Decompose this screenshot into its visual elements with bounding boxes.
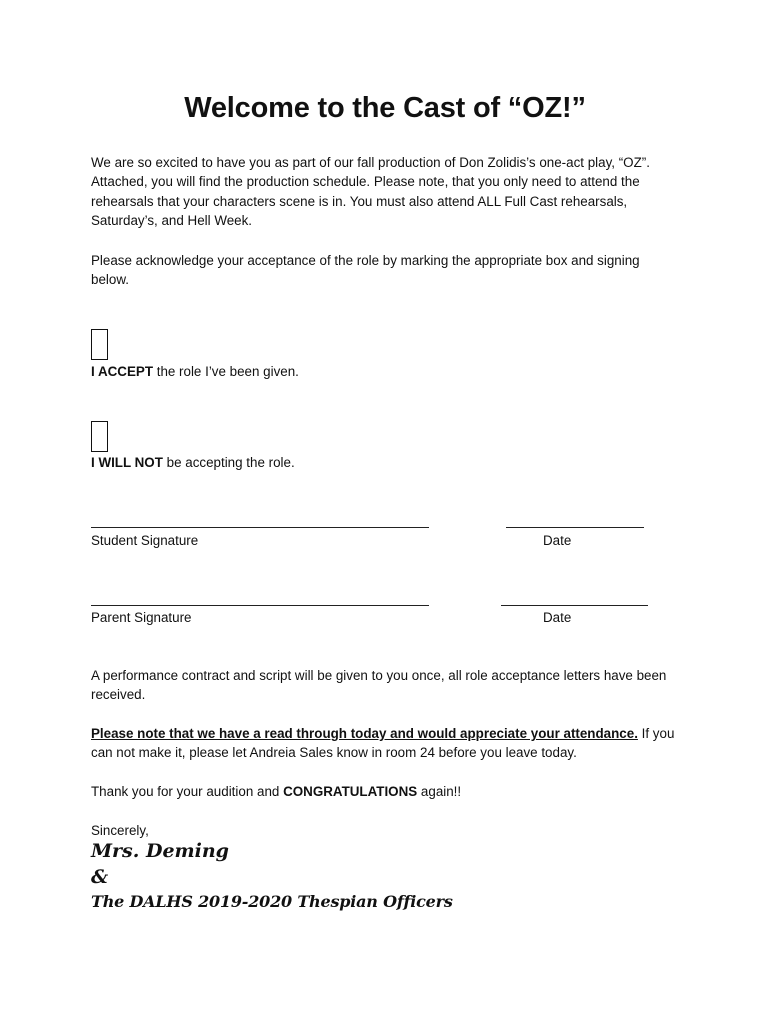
accept-bold: I ACCEPT <box>91 364 153 379</box>
page-title: Welcome to the Cast of “OZ!” <box>184 92 586 124</box>
contract-paragraph: A performance contract and script will be given to you once, all role acceptance letters have been received. <box>91 668 667 703</box>
signoff-group: The DALHS 2019-2020 Thespian Officers <box>91 892 453 911</box>
thanks-bold: CONGRATULATIONS <box>283 784 418 799</box>
read-through-paragraph <box>91 724 681 763</box>
parent-date-line[interactable] <box>501 605 648 606</box>
read-through-rest: If you can not make it, please let Andreia Sales know in room 24 before you leave today. <box>91 726 675 761</box>
student-date-line[interactable] <box>506 527 644 528</box>
parent-signature-label: Parent Signature <box>91 610 192 625</box>
accept-statement <box>91 362 299 381</box>
thanks-before: Thank you for your audition and <box>91 784 284 799</box>
signoff-name: Mrs. Deming <box>91 840 229 862</box>
acknowledge-paragraph: Please acknowledge your acceptance of the role by marking the appropriate box and signing below. <box>91 253 640 288</box>
parent-date-label: Date <box>543 610 572 625</box>
read-through-underlined: Please note that we have a read through today and would appreciate your attendance. <box>91 726 638 741</box>
student-signature-label: Student Signature <box>91 533 199 548</box>
decline-rest: be accepting the role. <box>162 455 295 470</box>
decline-checkbox[interactable] <box>91 421 108 452</box>
parent-signature-line[interactable] <box>91 605 429 606</box>
accept-rest: the role I’ve been given. <box>153 364 299 379</box>
thanks-after: again!! <box>417 784 462 799</box>
student-date-label: Date <box>543 533 572 548</box>
student-signature-line[interactable] <box>91 527 429 528</box>
accept-checkbox[interactable] <box>91 329 108 360</box>
thanks-line <box>91 782 461 801</box>
signoff-ampersand: & <box>91 866 109 888</box>
closing: Sincerely, <box>91 823 149 838</box>
decline-bold: I WILL NOT <box>91 455 163 470</box>
decline-statement <box>91 453 295 472</box>
intro-paragraph: We are so excited to have you as part of our fall production of Don Zolidis’s one-act play, “OZ”. Attached, you will find the production schedule. Please note, that you only need to attend the rehearsals that your characters scene is in. You must also attend ALL Full Cast rehearsals, Saturday’s, and Hell Week. <box>91 155 650 229</box>
